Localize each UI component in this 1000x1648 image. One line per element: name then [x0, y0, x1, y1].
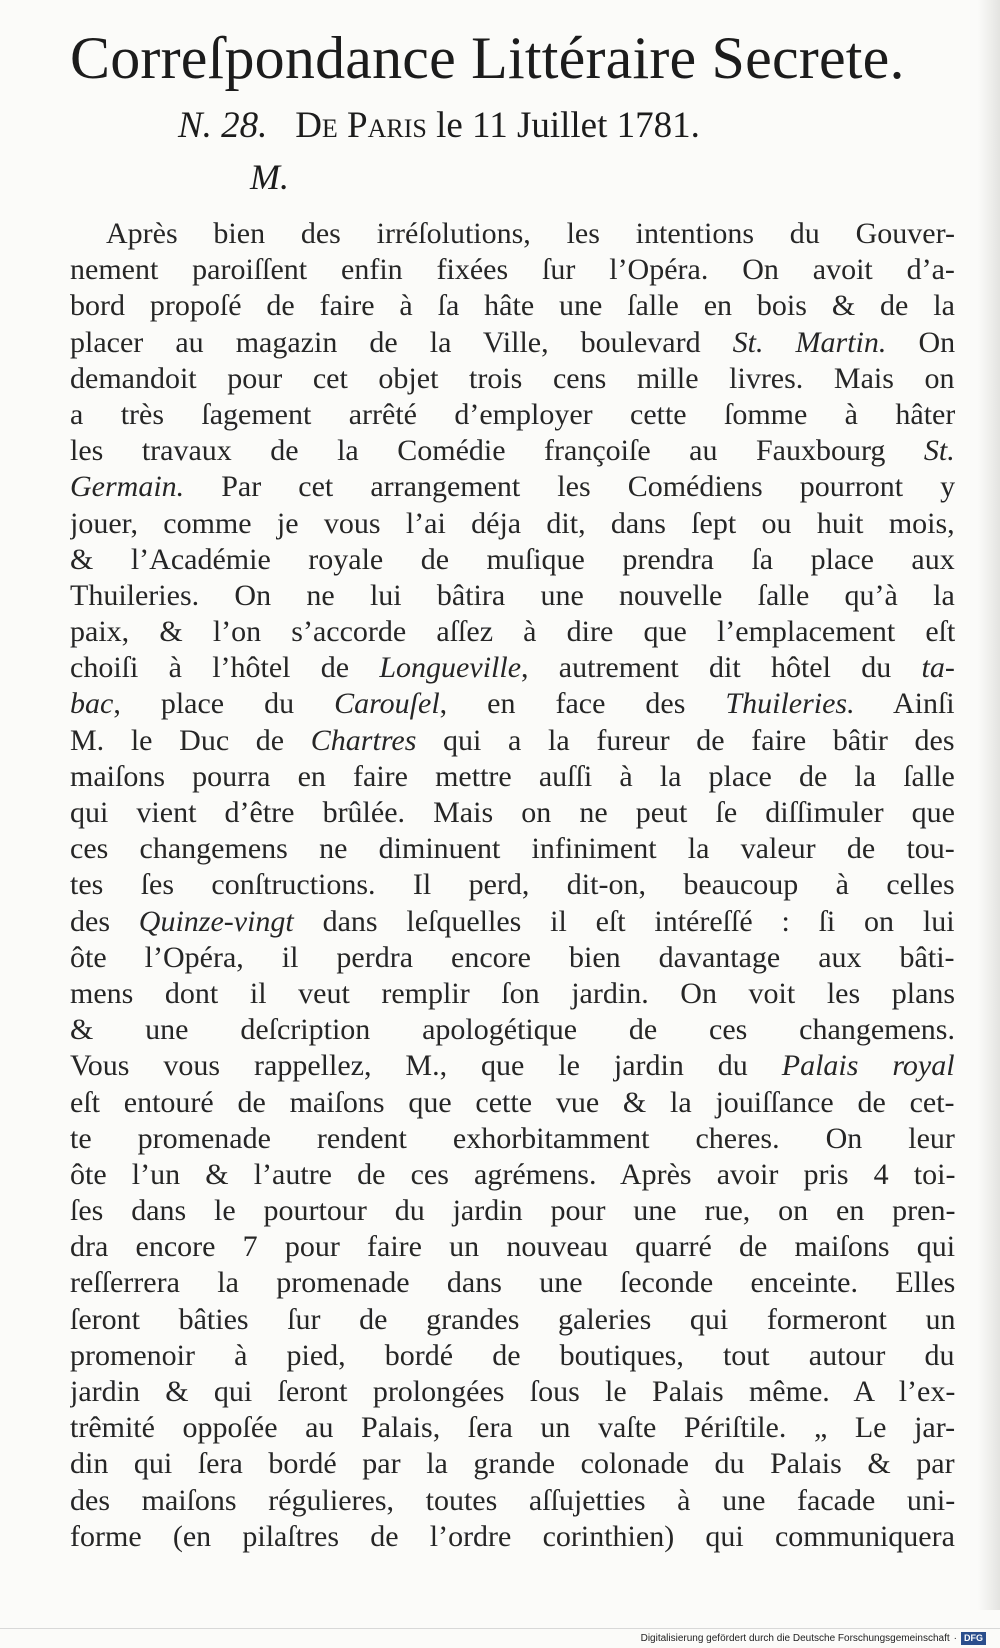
text-line: [70, 904, 955, 940]
text-segment: choiſi à l’hôtel de: [70, 651, 380, 685]
text-segment: eſt entouré de maiſons que cette vue & la jouiſſance de cet-: [70, 1085, 955, 1119]
text-segment: des maiſons régulieres, toutes aſſujetties à une facade uni-: [70, 1483, 955, 1517]
text-segment: Thuileries. On ne lui bâtira une nouvelle ſalle qu’à la: [70, 578, 955, 612]
text-segment: ces changemens ne diminuent infiniment la valeur de tou-: [70, 832, 955, 866]
text-line: [70, 976, 955, 1012]
italic-text-segment: Longueville: [379, 651, 522, 685]
text-line: [70, 1519, 955, 1555]
text-segment: ôte l’Opéra, il perdra encore bien davantage aux bâti-: [70, 940, 955, 974]
text-segment: M. le Duc de: [70, 723, 311, 757]
text-segment: ôte l’un & l’autre de ces agrémens. Après avoir pris 4 toi-: [70, 1157, 955, 1191]
text-segment: te promenade rendent exhorbitamment cheres. On leur: [70, 1121, 955, 1155]
text-segment: jardin & qui ſeront prolongées ſous le Palais même. A l’ex-: [70, 1375, 955, 1408]
text-line: [70, 759, 955, 795]
italic-text-segment: Carouſel: [334, 687, 440, 721]
text-line: [70, 1229, 955, 1265]
article-body: [70, 216, 955, 1555]
text-line: [70, 578, 955, 614]
italic-text-segment: Germain.: [70, 470, 185, 504]
text-segment: promenoir à pied, bordé de boutiques, tout autour du: [70, 1338, 955, 1372]
text-line: [70, 288, 955, 324]
text-line: [70, 831, 955, 867]
text-segment: qui vient d’être brûlée. Mais on ne peut ſe diſſimuler que: [70, 796, 955, 829]
text-line: [70, 361, 955, 397]
text-line: [70, 795, 955, 831]
text-line: [70, 1265, 955, 1301]
dfg-logo: DFG: [961, 1632, 986, 1645]
text-line: [70, 1483, 955, 1519]
issue-number: N. 28.: [178, 105, 268, 146]
text-segment: jouer, comme je vous l’ai déja dit, dans ſept ou huit mois,: [70, 506, 955, 540]
text-line: [70, 1121, 955, 1157]
text-segment: paix, & l’on s’accorde aſſez à dire que l’emplacement eſt: [70, 615, 955, 649]
text-segment: ſeront bâties ſur de grandes galeries qui formeront un: [70, 1302, 955, 1336]
text-segment: Ainſi: [854, 687, 955, 721]
text-line: [70, 1012, 955, 1048]
journal-title: Correſpondance Littéraire Secrete.: [70, 25, 905, 91]
digitization-credit: Digitalisierung gefördert durch die Deutsche Forschungsgemeinschaft: [640, 1633, 950, 1644]
text-segment: bord propoſé de faire à ſa hâte une ſalle en bois & de la: [70, 289, 955, 323]
text-line: [70, 216, 955, 252]
page-edge-shadow: [978, 0, 1000, 1610]
text-segment: forme (en pilaſtres de l’ordre corinthien) qui communiquera: [70, 1519, 955, 1553]
italic-text-segment: bac: [70, 687, 114, 721]
text-segment: demandoit pour cet objet trois cens mille livres. Mais on: [70, 361, 955, 395]
text-segment: mens dont il veut remplir ſon jardin. On voit les plans: [70, 976, 955, 1010]
dateline-date: le 11 Juillet 1781.: [436, 105, 700, 146]
text-line: [70, 1302, 955, 1338]
text-segment: Par cet arrangement les Comédiens pourront y: [184, 470, 955, 504]
text-segment: a très ſagement arrêté d’employer cette ſomme à hâter: [70, 397, 955, 431]
italic-text-segment: Thuileries.: [725, 687, 855, 721]
text-segment: placer au magazin de la Ville, boulevard: [70, 325, 733, 359]
text-segment: On: [886, 325, 955, 359]
text-segment: Après bien des irréſolutions, les intentions du Gouver-: [106, 217, 955, 250]
digitization-footer: Digitalisierung gefördert durch die Deutsche Forschungsgemeinschaft · DFG: [641, 1632, 986, 1645]
text-line: [70, 252, 955, 288]
text-line: [70, 940, 955, 976]
text-line: [70, 506, 955, 542]
text-line: [70, 1446, 955, 1482]
text-segment: Vous vous rappellez, M., que le jardin du: [70, 1049, 782, 1083]
italic-text-segment: St.: [923, 434, 955, 468]
italic-text-segment: St. Martin.: [732, 325, 887, 359]
text-segment: reſſerrera la promenade dans une ſeconde enceinte. Elles: [70, 1266, 955, 1300]
text-segment: din qui ſera bordé par la grande colonade du Palais & par: [70, 1447, 955, 1481]
text-line: [70, 1338, 955, 1374]
dateline: [178, 104, 700, 147]
text-segment: nement paroiſſent enfin fixées ſur l’Opéra. On avoit d’a-: [70, 253, 955, 287]
italic-text-segment: Chartres: [310, 723, 417, 757]
text-segment: , place du: [113, 687, 335, 721]
footer-rule: [0, 1628, 1000, 1629]
text-segment: des: [70, 904, 139, 938]
text-line: [70, 1157, 955, 1193]
text-line: [70, 1410, 955, 1446]
text-segment: maiſons pourra en faire mettre auſſi à la place de la ſalle: [70, 759, 955, 793]
text-line: [70, 325, 955, 361]
text-segment: tes ſes conſtructions. Il perd, dit-on, beaucoup à celles: [70, 868, 955, 902]
text-line: [70, 542, 955, 578]
text-line: [70, 469, 955, 505]
text-line: [70, 686, 955, 722]
text-line: [70, 650, 955, 686]
text-segment: dra encore 7 pour faire un nouveau quarré de maiſons qui: [70, 1230, 955, 1264]
text-line: [70, 614, 955, 650]
text-segment: , autrement dit hôtel du: [521, 651, 922, 685]
text-segment: qui a la fureur de faire bâtir des: [416, 723, 955, 757]
text-line: [70, 723, 955, 759]
text-segment: & l’Académie royale de muſique prendra ſa place aux: [70, 542, 955, 576]
text-segment: trêmité oppoſée au Palais, ſera un vaſte Périſtile. „ Le jar-: [70, 1411, 955, 1445]
text-segment: & une deſcription apologétique de ces changemens.: [70, 1013, 955, 1047]
text-segment: ſes dans le pourtour du jardin pour une rue, on en pren-: [70, 1194, 955, 1228]
text-line: [70, 1374, 955, 1410]
italic-text-segment: ta-: [921, 651, 955, 685]
salutation: M.: [250, 157, 289, 197]
text-line: [70, 867, 955, 903]
text-line: [70, 1048, 955, 1084]
dateline-city: De Paris: [295, 105, 427, 146]
text-line: [70, 397, 955, 433]
text-line: [70, 1085, 955, 1121]
italic-text-segment: Palais royal: [781, 1049, 955, 1083]
text-segment: dans leſquelles il eſt intéreſſé : ſi on lui: [293, 904, 955, 938]
italic-text-segment: Quinze-vingt: [138, 904, 294, 938]
text-segment: les travaux de la Comédie françoiſe au Fauxbourg: [70, 434, 924, 468]
text-line: [70, 433, 955, 469]
text-line: [70, 1193, 955, 1229]
text-segment: , en face des: [439, 687, 726, 721]
